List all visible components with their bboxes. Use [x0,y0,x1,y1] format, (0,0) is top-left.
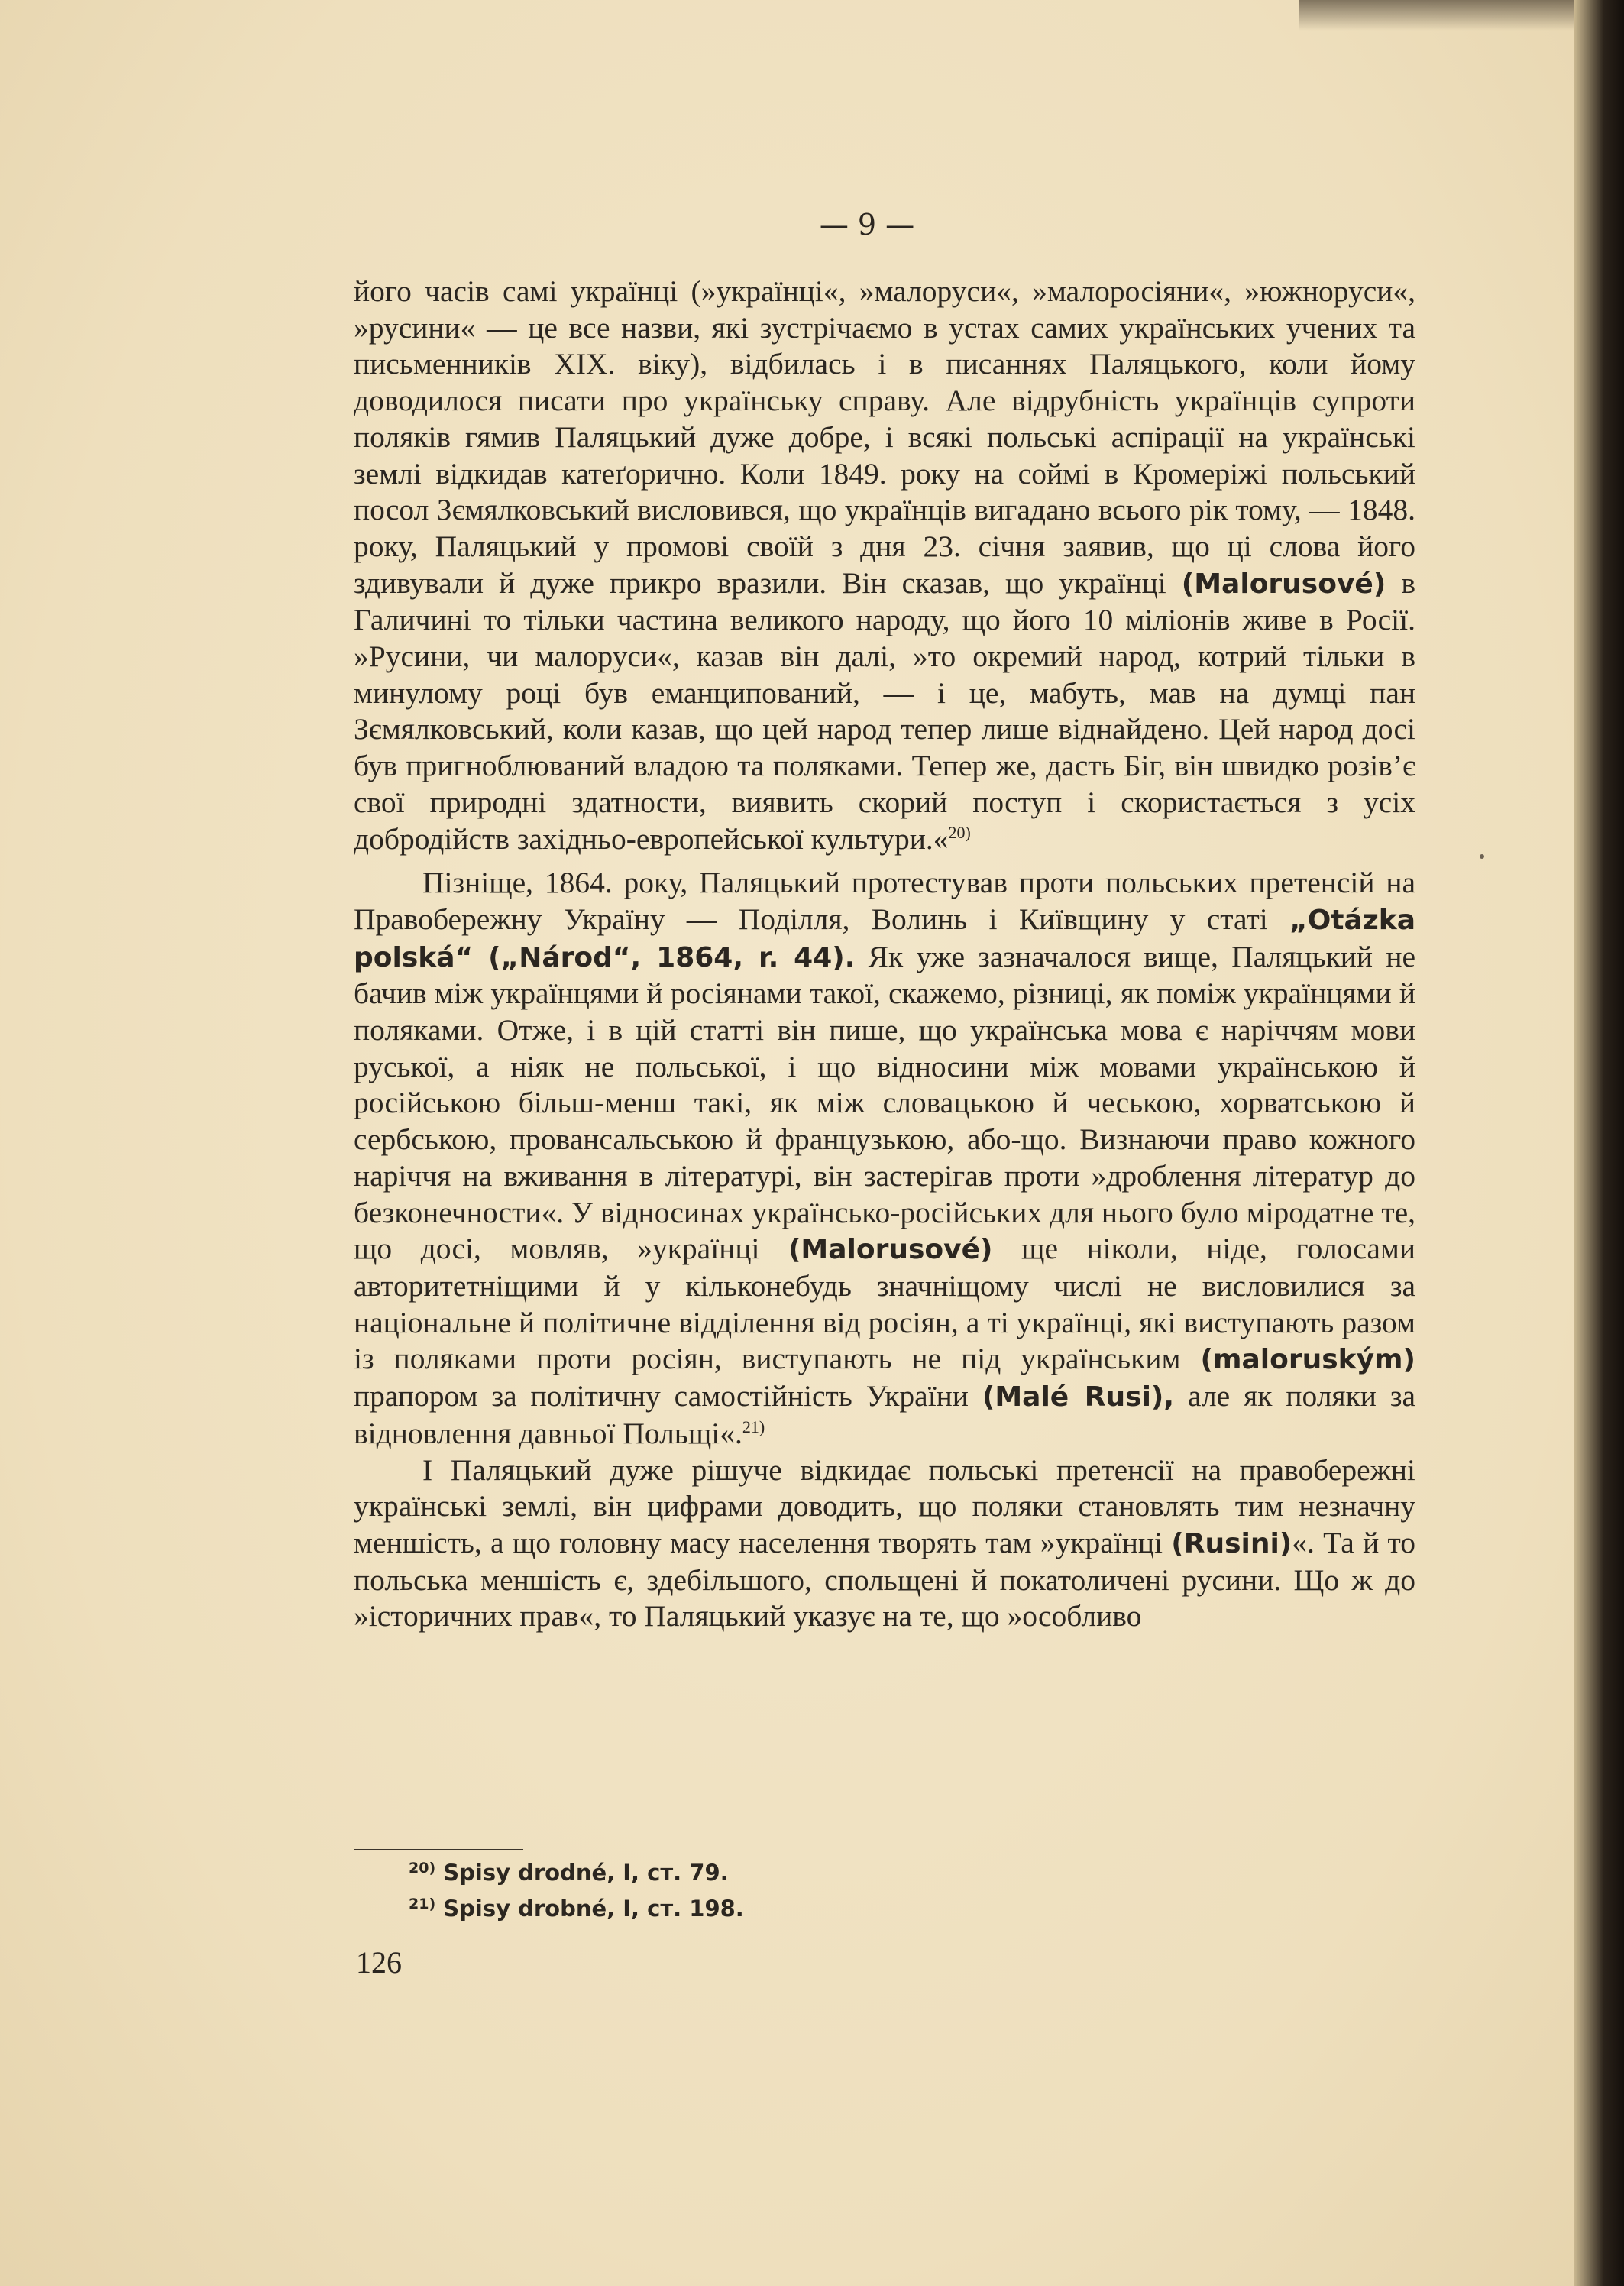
p1-text-1: його часів самі українці (»українці«, »малоруси«, »малоросіяни«, »южноруси«, »русини« — це все назви, які зустрічаємо в устах самих українських учених та письменників XIX. віку), відбилась і в писаннях Паляцького, коли йому доводилося писати про українську справу. Але відрубність українців супроти поляків гямив Паляцький дуже добре, і всякі польські аспірації на українські землі відкидав катеґорично. Коли 1849. року на соймі в Кромеріжі польський посол Зємялковський висловився, що українців вигадано всього рік тому, — 1848. року, Паляцький у промові своїй з дня 23. січня заявив, що ці слова його здивували й дуже прикро вразили. Він сказав, що українці [354,274,1415,600]
p2-latin-2: (Malorusové) [788,1234,993,1266]
paragraph-3 [354,1452,1415,1636]
p2-latin-4: (Malé Rusi), [982,1381,1175,1413]
p2-text-3: ще ніколи, ніде, голосами авторитетніщими й у кільконебудь значніщому числі не висловилися за національне й політичне відділення від росіян, а ті українці, які виступають разом із поляками проти росіян, виступають не під українським [354,1232,1415,1376]
body-text [354,274,1415,1635]
paragraph-1 [354,274,1415,857]
footnote-ref-21: 21) [742,1417,765,1436]
footnote-20 [409,1853,744,1889]
p3-text-1: І Паляцький дуже рішуче відкидає польські претенсії на правобережні українські землі, він цифрами доводить, що поляки становлять тим незначну меншість, а що головну масу населення творять там »українці [354,1452,1415,1559]
footnote-text: Spisy drodné, I, ст. 79. [443,1860,729,1886]
footnote-ref-20: 20) [948,822,971,842]
p2-text-5: але як поляки за відновлення давньої Польщі«. [354,1379,1416,1450]
running-folio: — 9 — [819,208,915,241]
p2-latin-3: (maloruským) [1200,1344,1415,1376]
p3-latin-1: (Rusini) [1171,1527,1292,1559]
footnotes [409,1853,744,1925]
footnote-mark: 21) [409,1896,436,1912]
footnote-21 [409,1889,744,1925]
p2-text-4: прапором за політичну самостійність України [354,1379,982,1413]
paragraph-2 [354,865,1415,1452]
scan-edge-shadow-right [1574,0,1624,2286]
p3-text-2: «. Та й то польська меншість є, здебільшого, спольщені й покатоличені русини. Що ж до »історичних прав«, то Паляцький указує на те, що »особливо [354,1525,1415,1634]
paper-speck [1480,854,1484,859]
p1-text-2: в Галичині то тільки частина великого народу, що його 10 міліонів живе в Росії. »Русини, чи малоруси«, казав він далі, »то окремий народ, котрий тільки в минулому році був еманципований, — і це, мабуть, мав на думці пан Зємялковський, коли казав, що цей народ тепер лише віднайдено. Цей народ досі був пригноблюваний владою та поляками. Тепер же, дасть Біг, він швидко розів’є свої природні здатности, виявить скорий поступ і скористається з усіх добродійств західньо-европейської культури.« [354,565,1416,856]
p2-text-1: Пізніще, 1864. року, Паляцький протестував проти польських претенсій на Правобережну Україну — Поділля, Волинь і Київщину у статі [354,866,1415,936]
footnote-text: Spisy drobné, I, ст. 198. [443,1896,744,1922]
footnote-separator [354,1849,523,1850]
p2-latin-1: „Otázka polská“ („Národ“, 1864, r. 44). [354,904,1415,973]
page-number: 126 [356,1945,402,1980]
scan-edge-shadow-top [1299,0,1589,31]
p2-text-2: Як уже зазначалося вище, Паляцький не бачив між українцями й росіянами такої, скажемо, різниці, як поміж українцями й поляками. Отже, і в цій статті він пише, що українська мова є наріччям мови руської, а ніяк не польської, і що відносини між мовами українською й російською більш-менш такі, як між словацькою й чеською, хорватською й сербською, провансальською й французькою, або-що. Визнаючи право кожного наріччя на вживання в літературі, він застерігав проти »дроблення літератур до безконечности«. У відносинах українсько-російських для нього було міродатне те, що досі, мовляв, »українці [354,939,1415,1266]
footnote-mark: 20) [409,1860,436,1876]
p1-latin-1: (Malorusové) [1181,568,1386,600]
